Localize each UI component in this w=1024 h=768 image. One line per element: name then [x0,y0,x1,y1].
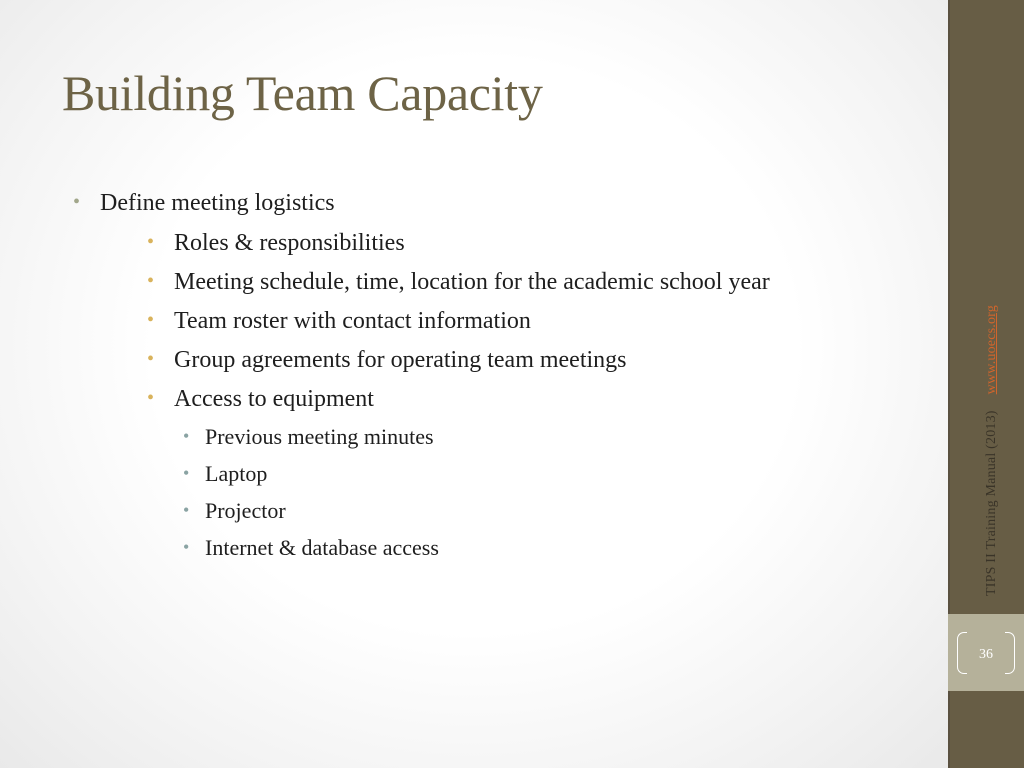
bullet-icon: • [183,426,190,446]
page-number-box [948,614,1024,691]
bullet-item [73,190,335,216]
bullet-text: Define meeting logistics [100,190,335,216]
bullet-text: Laptop [205,461,268,486]
right-bracket-icon [1005,632,1015,674]
bullet-item [147,386,374,412]
bullet-icon: • [183,500,190,520]
bullet-text: Team roster with contact information [174,308,531,334]
bullet-item [147,347,627,373]
bullet-text: Previous meeting minutes [205,424,434,449]
page-number: 36 [979,647,993,662]
slide-footer [984,305,1000,596]
bullet-text: Access to equipment [174,386,374,412]
bullet-icon: • [183,537,190,557]
bullet-icon: • [147,231,155,253]
bullet-text: Meeting schedule, time, location for the academic school year [174,269,770,295]
bullet-item [183,461,268,486]
bullet-icon: • [73,191,81,213]
bullet-item [183,424,434,449]
bullet-text: Internet & database access [205,535,439,560]
bullet-icon: • [147,270,155,292]
bullet-icon: • [147,348,155,370]
bullet-text: Roles & responsibilities [174,230,405,256]
bullet-item [183,498,286,523]
bullet-text: Group agreements for operating team meetings [174,347,627,373]
bullet-item [183,535,439,560]
bullet-text: Projector [205,498,286,523]
bullet-item [147,269,770,295]
bullet-item [147,308,531,334]
bullet-item [147,230,405,256]
bullet-icon: • [147,309,155,331]
footer-text: TIPS II Training Manual (2013) [984,410,999,596]
bullet-icon: • [183,463,190,483]
bullet-icon: • [147,387,155,409]
footer-link[interactable]: www.uoecs.org [984,305,999,395]
slide-title: Building Team Capacity [62,65,543,121]
